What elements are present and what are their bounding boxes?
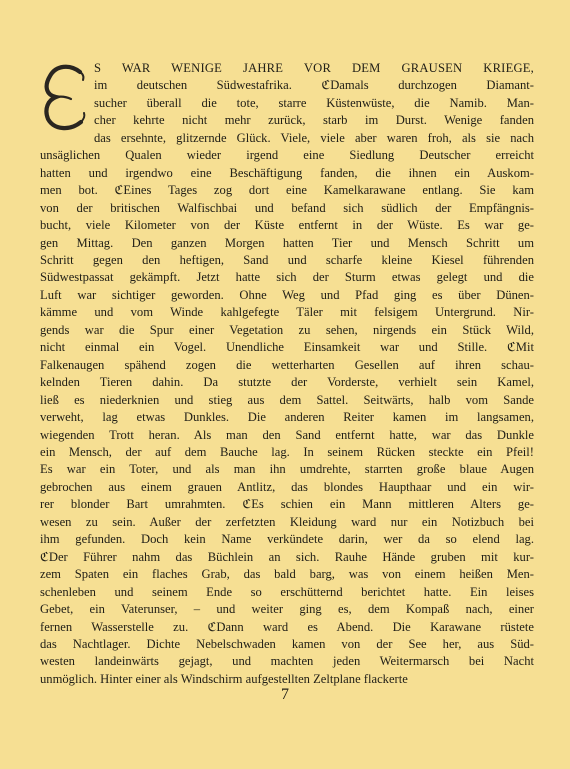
text-line: hatten und irgendwo eine Beschäftigung fanden, die ihnen ein Auskom- [40, 165, 534, 180]
text-line: unsäglichen Qualen wieder irgend eine Siedlung Deutscher erreicht [40, 148, 534, 163]
text-line: Südwestpassat gekämpft. Jetzt hatte sich der Sturm etwas gelegt und die [40, 270, 534, 285]
text-line: Luft war sichtiger geworden. Ohne Weg und Pfad ging es über Dünen- [40, 287, 534, 302]
text-line: wesen zu sein. Außer der zerfetzten Kleidung ward nur ein Notizbuch bei [40, 514, 534, 529]
text-line: gen Mittag. Den ganzen Morgen hatten Tier und Mensch Schritt um [40, 235, 534, 250]
text-line: kämme und vom Winde kahlgefegte Täler mit felsigem Untergrund. Nir- [40, 305, 534, 320]
text-line: nicht einmal ein Vogel. Unendliche Einsamkeit war und Stille. ℭMit [40, 340, 534, 355]
text-line: Es war ein Toter, und als man ihn umdrehte, starrten große blaue Augen [40, 462, 534, 477]
text-line: fernen Wasserstelle zu. ℭDann ward es Abend. Die Karawane rüstete [40, 619, 534, 634]
text-line: ihm gefunden. Doch kein Name verkündete darin, wer da so elend lag. [40, 532, 534, 547]
text-line: das Nachtlager. Dichte Nebelschwaden kamen von der See her, aus Süd- [40, 636, 534, 651]
text-line: kelnden Tieren dahin. Da stutzte der Vorderste, verhielt sein Kamel, [40, 375, 534, 390]
text-line: gebrochen aus einem grauen Antlitz, das blondes Haupthaar und ein wir- [40, 479, 534, 494]
text-line: westen landeinwärts gejagt, und machten jeden Weitermarsch bei Nacht [40, 654, 534, 669]
text-line: verweht, lag etwas Dunkles. Die anderen Reiter kamen im langsamen, [40, 410, 534, 425]
text-lines [40, 60, 534, 688]
text-line: gends war die Spur einer Vegetation zu sehen, nirgends ein Stück Wild, [40, 322, 534, 337]
text-line: Falkenaugen spähend zogen die wetterharten Gesellen auf ihren schau- [40, 357, 534, 372]
text-line: men bot. ℭEines Tages zog dort eine Kamelkarawane entlang. Sie kam [40, 183, 534, 198]
text-line: cher kehrte nicht mehr zurück, starb im Durst. Wenige fanden [94, 113, 534, 128]
text-line: Gebet, ein Vaterunser, – und weiter ging es, dem Kompaß nach, einer [40, 602, 534, 617]
text-line: Schritt gegen den heftigen, Sand und scharfe kleine Kiesel führenden [40, 252, 534, 267]
text-line: schenleben und seinem Ende so erschütternd berichtet hatte. Ein leises [40, 584, 534, 599]
text-line: unmöglich. Hinter einer als Windschirm aufgestellten Zeltplane flackerte [40, 671, 408, 686]
text-line: von der britischen Walfischbai und befand sich südlich der Empfängnis- [40, 200, 534, 215]
text-line: S WAR WENIGE JAHRE VOR DEM GRAUSEN KRIEGE, [94, 61, 534, 75]
text-line: im deutschen Südwestafrika. ℭDamals durchzogen Diamant- [94, 78, 534, 93]
text-line: ließ es niederknien und stieg aus dem Sattel. Seitwärts, halb vom Sande [40, 392, 534, 407]
drop-initial-e [40, 62, 90, 132]
text-line: ein Mensch, der auf dem Bauche lag. In seinem Rücken steckte ein Pfeil! [40, 444, 534, 459]
text-line: sucher überall die tote, starre Küstenwüste, die Namib. Man- [94, 95, 534, 110]
text-line: rer blonder Bart umrahmten. ℭEs schien ein Mann mittleren Alters ge- [40, 497, 534, 512]
page-number: 7 [281, 686, 289, 703]
text-line: ℭDer Führer nahm das Büchlein an sich. Rauhe Hände gruben mit kur- [40, 549, 534, 564]
text-line: zem Spaten ein flaches Grab, das bald barg, was von einem heißen Men- [40, 567, 534, 582]
body-text [40, 60, 534, 688]
text-line: bucht, viele Kilometer von der Küste entfernt in der Wüste. Es war ge- [40, 218, 534, 233]
text-line: das ersehnte, glitzernde Glück. Viele, viele aber waren froh, als sie nach [94, 130, 534, 145]
text-line: wiegenden Trott heran. Als man den Sand entfernt hatte, war das Dunkle [40, 427, 534, 442]
